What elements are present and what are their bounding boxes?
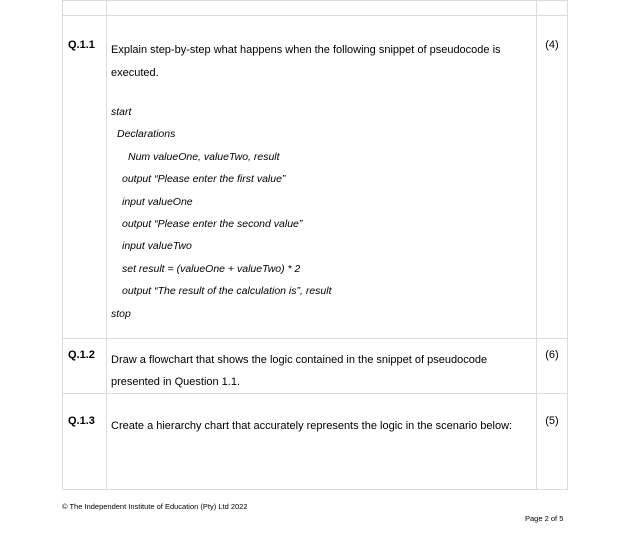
code-line: start bbox=[111, 106, 132, 118]
code-line: Num valueOne, valueTwo, result bbox=[128, 150, 280, 163]
code-line: stop bbox=[111, 307, 131, 320]
code-line: output “Please enter the first value” bbox=[122, 173, 286, 186]
footer-copyright: © The Independent Institute of Education (Pty) Ltd 2022 bbox=[62, 502, 248, 511]
code-line: output “Please enter the second value” bbox=[122, 218, 303, 231]
question-marks: (4) bbox=[537, 16, 568, 339]
question-number: Q.1.1 bbox=[63, 16, 107, 339]
code-line: input valueOne bbox=[122, 195, 193, 208]
code-line: set result = (valueOne + valueTwo) * 2 bbox=[122, 262, 301, 275]
question-marks: (6) bbox=[537, 339, 568, 394]
code-line: input valueTwo bbox=[122, 240, 192, 253]
question-row-1-2 bbox=[63, 339, 568, 394]
question-number: Q.1.2 bbox=[63, 339, 107, 394]
question-number: Q.1.3 bbox=[63, 394, 107, 490]
table-top-row bbox=[63, 1, 568, 16]
question-row-1-1 bbox=[63, 16, 568, 339]
page-number: Page 2 of 5 bbox=[525, 514, 564, 523]
question-body bbox=[107, 16, 537, 339]
code-line: output “The result of the calculation is”, result bbox=[122, 285, 332, 298]
pseudocode-block bbox=[111, 101, 536, 325]
questions-table bbox=[62, 0, 568, 490]
code-line: Declarations bbox=[117, 128, 176, 141]
question-prompt: Explain step-by-step what happens when the following snippet of pseudocode is executed. bbox=[111, 44, 501, 79]
question-prompt: Create a hierarchy chart that accurately represents the logic in the scenario below: bbox=[107, 394, 537, 490]
question-prompt: Draw a flowchart that shows the logic contained in the snippet of pseudocode presented in Question 1.1. bbox=[107, 339, 537, 394]
question-marks: (5) bbox=[537, 394, 568, 490]
question-row-1-3 bbox=[63, 394, 568, 490]
